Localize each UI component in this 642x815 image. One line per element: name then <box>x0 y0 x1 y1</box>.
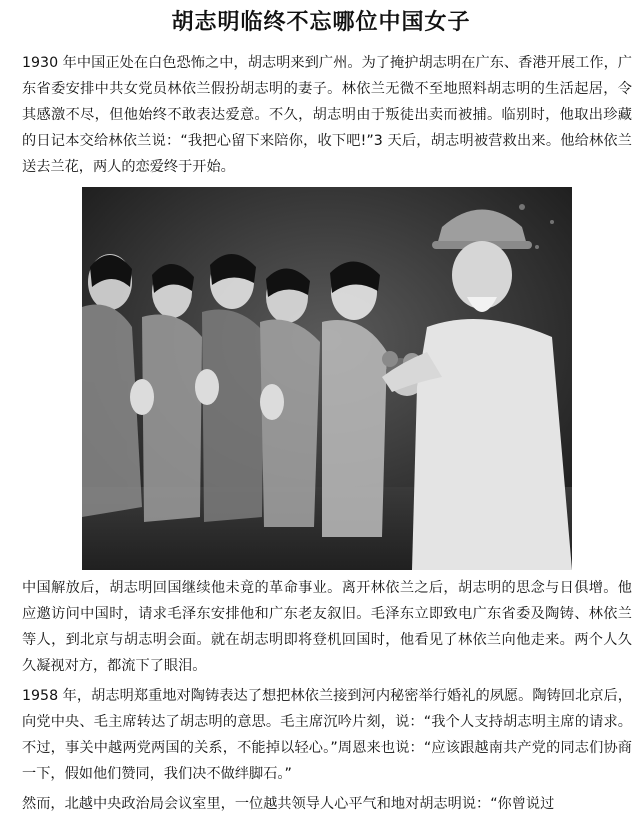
paragraph-4: 然而，北越中央政治局会议室里，一位越共领导人心平气和地对胡志明说：“你曾说过 <box>22 796 555 812</box>
photo-icon <box>82 187 572 570</box>
paragraph-1: 1930 年中国正处在白色恐怖之中，胡志明来到广州。为了掩护胡志明在广东、香港开展工作，广东省委安排中共女党员林依兰假扮胡志明的妻子。林依兰无微不至地照料胡志明的生活起居，令其感激不尽，但他始终不敢表达爱意。不久，胡志明由于叛徒出卖而被捕。临别时，他取出珍藏的日记本交给林依兰说：“我把心留下来陪你，收下吧!”3 天后，胡志明被营救出来。他给林依兰送去兰花，两人的恋爱终于开始。 <box>22 55 632 175</box>
paragraph-2: 中国解放后，胡志明回国继续他未竟的革命事业。离开林依兰之后，胡志明的思念与日俱增。他应邀访问中国时，请求毛泽东安排他和广东老友叙旧。毛泽东立即致电广东省委及陶铸、林依兰等人，到北京与胡志明会面。就在胡志明即将登机回国时，他看见了林依兰向他走来。两个人久久凝视对方，都流下了眼泪。 <box>22 580 632 674</box>
paragraph-3: 1958 年，胡志明郑重地对陶铸表达了想把林依兰接到河内秘密举行婚礼的夙愿。陶铸回北京后，向党中央、毛主席转达了胡志明的意思。毛主席沉吟片刻，说：“我个人支持胡志明主席的请求。不过，事关中越两党两国的关系，不能掉以轻心。”周恩来也说：“应该跟越南共产党的同志们协商一下，假如他们赞同，我们决不做绊脚石。” <box>22 688 632 782</box>
article-photo <box>82 187 572 570</box>
article-title: 胡志明临终不忘哪位中国女子 <box>171 10 471 35</box>
